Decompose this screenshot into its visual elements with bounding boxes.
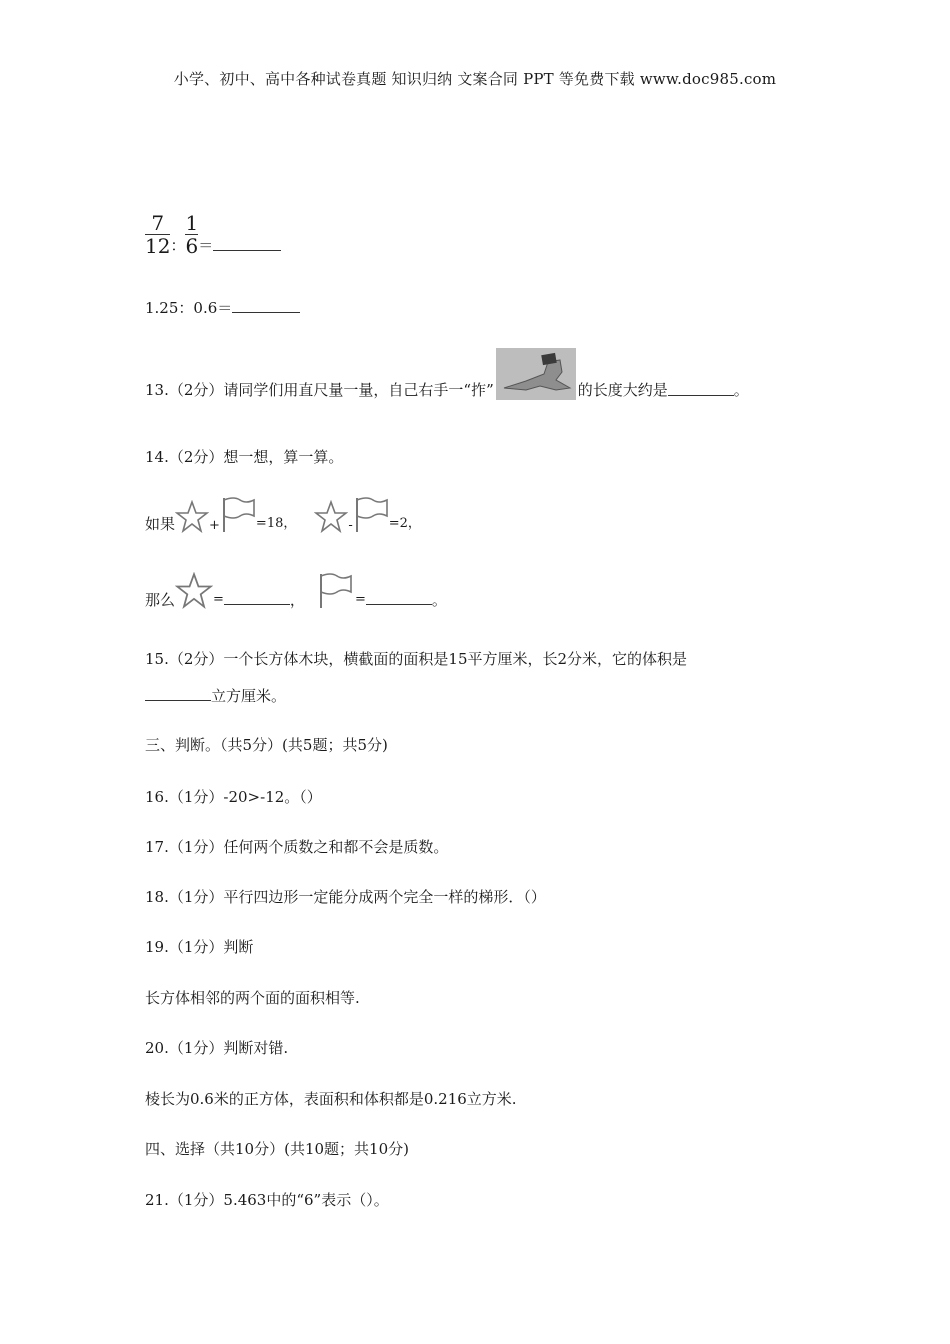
star-icon <box>175 572 213 610</box>
fraction-7-12 <box>145 213 170 256</box>
q13-text: 13.（2分）请同学们用直尺量一量，自己右手一“拃” <box>145 381 494 399</box>
question-14-if <box>145 494 421 534</box>
q13-text-after: 的长度大约是 <box>577 381 668 399</box>
question-20-title: 20.（1分）判断对错. <box>145 1039 289 1057</box>
equals-18: =18， <box>255 516 297 531</box>
flag-icon <box>220 494 256 534</box>
comma: ， <box>289 591 305 609</box>
numerator: 1 <box>185 211 199 235</box>
flag-icon <box>315 570 355 610</box>
question-17: 17.（1分）任何两个质数之和都不会是质数。 <box>145 838 449 856</box>
q13-end: 。 <box>733 381 749 399</box>
denominator: 6 <box>185 234 199 258</box>
equals-sign: = <box>354 592 366 607</box>
if-word: 如果 <box>145 515 176 533</box>
question-15-cont <box>145 686 286 706</box>
period: 。 <box>431 591 447 609</box>
question-20-body: 棱长为0.6米的正方体，表面积和体积都是0.216立方米. <box>145 1090 517 1108</box>
question-13 <box>145 348 749 400</box>
flag-answer-blank[interactable] <box>366 590 432 605</box>
ratio-colon: ： <box>170 236 186 255</box>
equals-2: =2， <box>388 516 421 531</box>
answer-blank[interactable] <box>213 236 281 251</box>
page-header: 小学、初中、高中各种试卷真题 知识归纳 文案合同 PPT 等免费下载 www.doc985.com <box>173 70 777 88</box>
question-18: 18.（1分）平行四边形一定能分成两个完全一样的梯形．（） <box>145 888 546 906</box>
denominator: 12 <box>145 234 171 258</box>
hand-span-image <box>496 348 576 400</box>
flag-icon <box>353 494 389 534</box>
answer-blank[interactable] <box>232 298 300 313</box>
answer-blank[interactable] <box>145 686 211 701</box>
then-word: 那么 <box>145 591 176 609</box>
question-14-then <box>145 568 447 610</box>
equals-sign: = <box>213 592 224 607</box>
question-16: 16.（1分）-20>-12。（） <box>145 788 322 806</box>
star-answer-blank[interactable] <box>224 590 290 605</box>
hand-icon <box>496 348 576 400</box>
fraction-1-6 <box>185 213 198 256</box>
star-icon <box>175 500 209 534</box>
question-14-title: 14.（2分）想一想，算一算。 <box>145 448 344 466</box>
minus-sign: - <box>348 518 353 533</box>
section-3-title: 三、判断。（共5分）(共5题；共5分) <box>145 736 388 754</box>
section-4-title: 四、选择（共10分）(共10题；共10分) <box>145 1140 409 1158</box>
answer-blank[interactable] <box>668 381 734 396</box>
equals-sign: ＝ <box>198 236 214 255</box>
ratio-text: 1.25：0.6＝ <box>145 299 233 317</box>
question-19-title: 19.（1分）判断 <box>145 938 254 956</box>
question-19-body: 长方体相邻的两个面的面积相等. <box>145 989 360 1007</box>
question-21: 21.（1分）5.463中的“6”表示（）。 <box>145 1191 389 1209</box>
ratio-question-2 <box>145 298 300 318</box>
q15-unit: 立方厘米。 <box>211 687 287 705</box>
question-15: 15.（2分）一个长方体木块，横截面的面积是15平方厘米，长2分米，它的体积是 <box>145 650 688 668</box>
plus-sign: + <box>209 518 220 533</box>
numerator: 7 <box>151 211 165 235</box>
ratio-question-1 <box>145 213 281 256</box>
star-icon <box>314 500 348 534</box>
